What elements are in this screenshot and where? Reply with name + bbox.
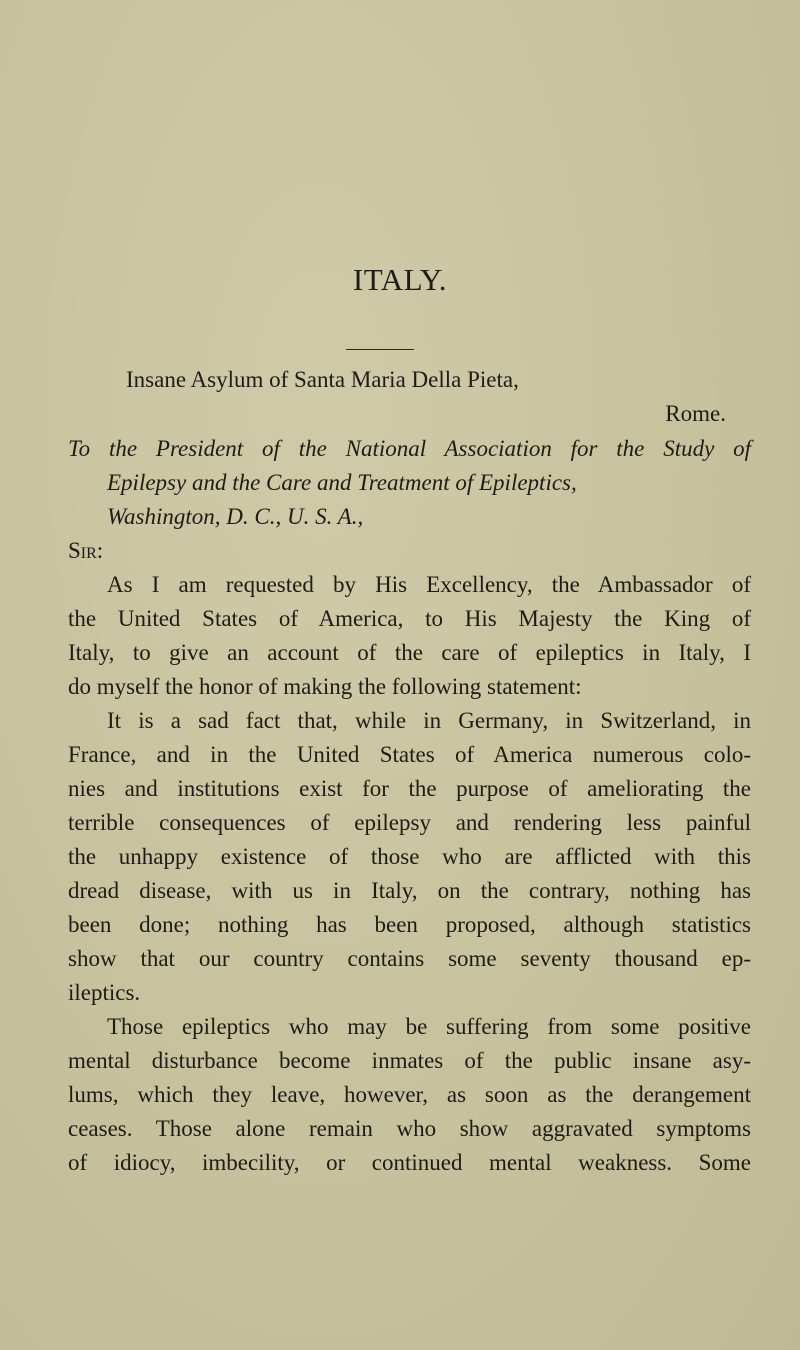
body-line-11: been done; nothing has been proposed, although statistics <box>68 912 751 937</box>
body-line-13: ileptics. <box>68 980 141 1005</box>
body-line-15: mental disturbance become inmates of the public insane asy- <box>68 1048 751 1073</box>
page-heading: ITALY. <box>352 262 448 297</box>
heading-rule <box>346 349 414 350</box>
body-line-17: ceases. Those alone remain who show aggravated symptoms <box>68 1116 751 1141</box>
origin-city: Rome. <box>665 401 726 426</box>
origin-institution: Insane Asylum of Santa Maria Della Pieta, <box>126 367 519 392</box>
body-line-4: do myself the honor of making the following statement: <box>68 674 582 699</box>
body-line-3: Italy, to give an account of the care of epileptics in Italy, I <box>68 640 751 665</box>
body-line-6: France, and in the United States of America numerous colo- <box>68 742 751 767</box>
body-line-8: terrible consequences of epilepsy and rendering less painful <box>68 810 751 835</box>
body-line-5: It is a sad fact that, while in Germany, in Switzerland, in <box>107 708 751 733</box>
body-line-7: nies and institutions exist for the purpose of ameliorating the <box>68 776 751 801</box>
address-line-1: To the President of the National Association for the Study of <box>68 436 751 461</box>
body-line-10: dread disease, with us in Italy, on the contrary, nothing has <box>68 878 751 903</box>
salutation: Sir: <box>68 538 104 563</box>
address-line-2: Epilepsy and the Care and Treatment of Epileptics, <box>107 470 577 495</box>
body-line-18: of idiocy, imbecility, or continued mental weakness. Some <box>68 1150 751 1175</box>
body-line-9: the unhappy existence of those who are afflicted with this <box>68 844 751 869</box>
body-line-16: lums, which they leave, however, as soon as the derangement <box>68 1082 751 1107</box>
body-line-2: the United States of America, to His Majesty the King of <box>68 606 751 631</box>
body-line-12: show that our country contains some seventy thousand ep- <box>68 946 751 971</box>
body-line-14: Those epileptics who may be suffering from some positive <box>107 1014 751 1039</box>
address-line-3: Washington, D. C., U. S. A., <box>107 504 364 529</box>
body-line-1: As I am requested by His Excellency, the Ambassador of <box>107 572 751 597</box>
